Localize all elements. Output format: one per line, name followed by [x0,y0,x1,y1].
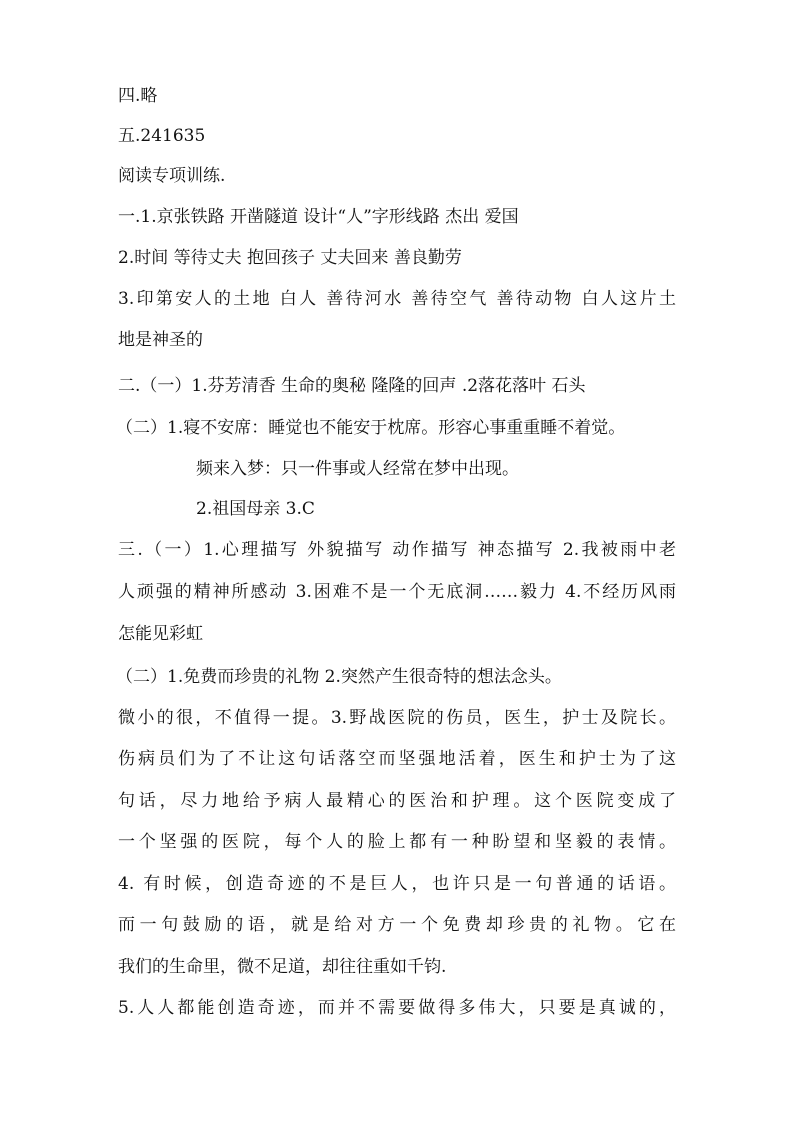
text-line: 怎能见彩虹 [118,624,203,644]
text-line: 微小的很，不值得一提。3.野战医院的伤员，医生，护士及院长。 [118,708,676,728]
text-line: 句话，尽力地给予病人最精心的医治和护理。这个医院变成了 [118,791,676,811]
text-line: 三.（一）1.心理描写 外貌描写 动作描写 神态描写 2.我被雨中老 [118,540,676,560]
text-line: 5.人人都能创造奇迹，而并不需要做得多伟大，只要是真诚的， [118,998,676,1018]
text-line: 频来入梦：只一件事或人经常在梦中出现。 [196,459,519,479]
text-line: 2.祖国母亲 3.C [196,499,315,519]
text-line: 二.（一）1.芬芳清香 生命的奥秘 隆隆的回声 .2落花落叶 石头 [118,376,586,396]
text-line: 4. 有时候，创造奇迹的不是巨人，也许只是一句普通的话语。 [118,874,676,894]
text-line: 人顽强的精神所感动 3.困难不是一个无底洞……毅力 4.不经历风雨 [118,582,676,602]
text-line: 阅读专项训练. [118,166,226,186]
text-line: 2.时间 等待丈夫 抱回孩子 丈夫回来 善良勤劳 [118,248,462,268]
text-line: （二）1.免费而珍贵的礼物 2.突然产生很奇特的想法念头。 [116,667,562,687]
text-line: 伤病员们为了不让这句话落空而坚强地活着，医生和护士为了这 [118,749,676,769]
text-line: 五.241635 [118,126,206,146]
text-line: 我们的生命里，微不足道，却往往重如千钧. [118,957,447,977]
text-line: 而一句鼓励的语，就是给对方一个免费却珍贵的礼物。它在 [118,915,676,935]
text-line: 地是神圣的 [118,330,203,350]
text-line: 一.1.京张铁路 开凿隧道 设计“人”字形线路 杰出 爱国 [118,207,519,227]
text-line: 四.略 [118,86,158,106]
text-line: 3.印第安人的土地 白人 善待河水 善待空气 善待动物 白人这片土 [118,289,676,309]
text-line: （二）1.寝不安席：睡觉也不能安于枕席。形容心事重重睡不着觉。 [116,418,626,438]
text-line: 一个坚强的医院，每个人的脸上都有一种盼望和坚毅的表情。 [118,832,676,852]
